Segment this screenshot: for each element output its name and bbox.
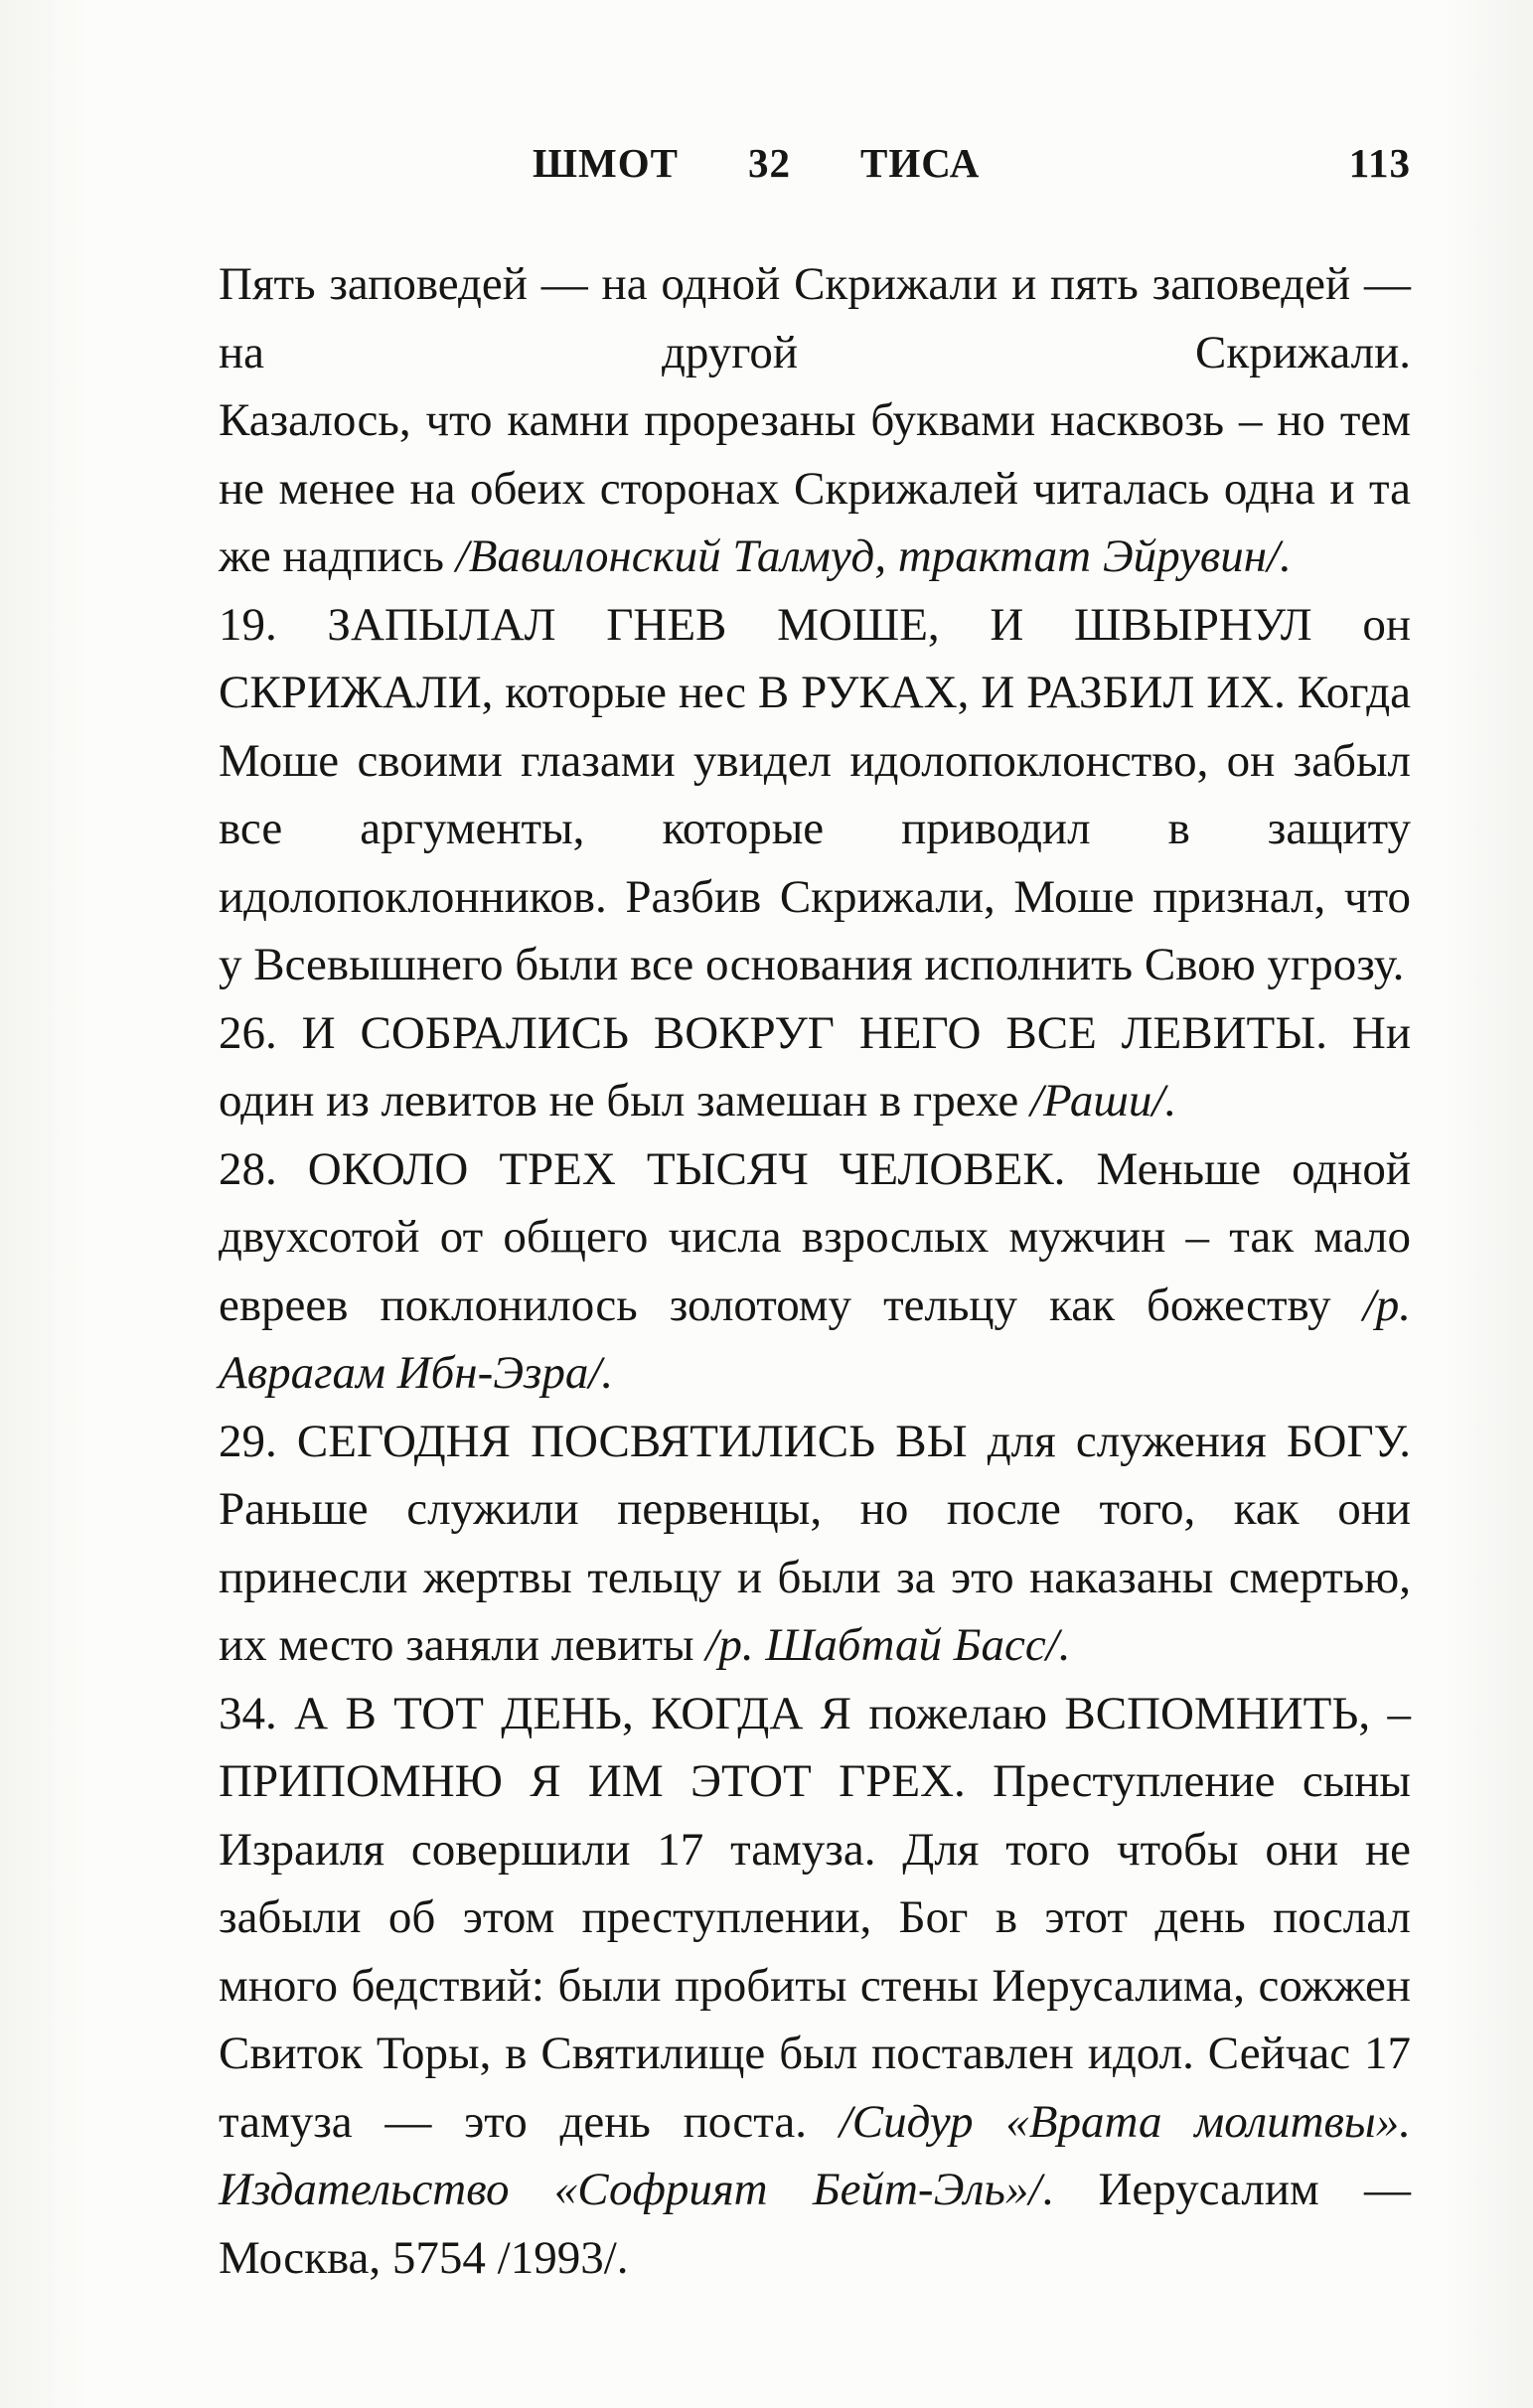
paragraph-verse-29-text: 29. СЕГОДНЯ ПОСВЯТИЛИСЬ ВЫ для служения БОГУ. Раньше служили первенцы, но после того, как они принесли жертвы тельцу и были за это наказаны смертью, их место заняли левиты	[219, 1415, 1411, 1671]
paragraph-verse-34-text: 34. А В ТОТ ДЕНЬ, КОГДА Я пожелаю ВСПОМНИТЬ, – ПРИПОМНЮ Я ИМ ЭТОТ ГРЕХ. Преступление сыны Израиля совершили 17 тамуза. Для того чтобы они не забыли об этом преступлении, Бог в этот день послал много бедствий: были пробиты стены Иерусалима, сожжен Свиток Торы, в Святилище был поставлен идол. Сейчас 17 тамуза — это день поста.	[219, 1687, 1411, 2148]
paragraph-2	[219, 386, 1411, 591]
running-head-title	[533, 139, 980, 187]
paragraph-1	[219, 250, 1411, 386]
paragraph-verse-34-tail: . Иерусалим — Москва, 5754 /1993/.	[219, 2164, 1411, 2284]
paragraph-2-text: Казалось, что камни прорезаны буквами насквозь – но тем не менее на обеих сторонах Скрижалей читалась одна и та же надпись	[219, 394, 1411, 582]
page-number: 113	[1348, 140, 1411, 186]
paragraph-verse-29-citation: /р. Шабтай Басс/.	[705, 1619, 1071, 1671]
paragraph-verse-34	[219, 1680, 1411, 2293]
paragraph-verse-28-citation: /р. Аврагам Ибн-Эзра/.	[219, 1279, 1411, 1399]
paragraph-verse-29	[219, 1408, 1411, 1680]
running-head-chapter: 32	[747, 140, 791, 186]
paragraph-verse-26	[219, 999, 1411, 1135]
running-head-portion: ТИСА	[859, 140, 981, 186]
paragraph-verse-19-text: 19. ЗАПЫЛАЛ ГНЕВ МОШЕ, И ШВЫРНУЛ он СКРИЖАЛИ, которые нес В РУКАХ, И РАЗБИЛ ИХ. Когда Моше своими глазами увидел идолопоклонство, он забыл все аргументы, которые приводил в защиту идолопоклонников. Разбив Скрижали, Моше признал, что у Всевышнего были все основания исполнить Свою угрозу.	[219, 598, 1411, 990]
running-head	[219, 139, 1411, 199]
paragraph-verse-26-text: 26. И СОБРАЛИСЬ ВОКРУГ НЕГО ВСЕ ЛЕВИТЫ. Ни один из левитов не был замешан в грехе	[219, 1006, 1411, 1127]
paragraph-verse-28-text: 28. ОКОЛО ТРЕХ ТЫСЯЧ ЧЕЛОВЕК. Меньше одной двухсотой от общего числа взрослых мужчин – так мало евреев поклонилось золотому тельцу как божеству	[219, 1142, 1411, 1331]
paragraph-verse-19	[219, 591, 1411, 999]
paragraph-verse-34-citation: /Сидур «Врата молитвы». Издательство «Софрият Бейт-Эль»/	[219, 2095, 1411, 2215]
commentary-text	[219, 250, 1411, 2292]
paragraph-verse-26-citation: /Раши/.	[1029, 1075, 1177, 1127]
running-head-book: ШМОТ	[533, 140, 679, 186]
paragraph-1-text: Пять заповедей — на одной Скрижали и пять заповедей — на другой Скрижали.	[219, 258, 1411, 378]
paragraph-2-citation: /Вавилонский Талмуд, трактат Эйрувин/.	[455, 530, 1292, 582]
paragraph-verse-28	[219, 1135, 1411, 1408]
